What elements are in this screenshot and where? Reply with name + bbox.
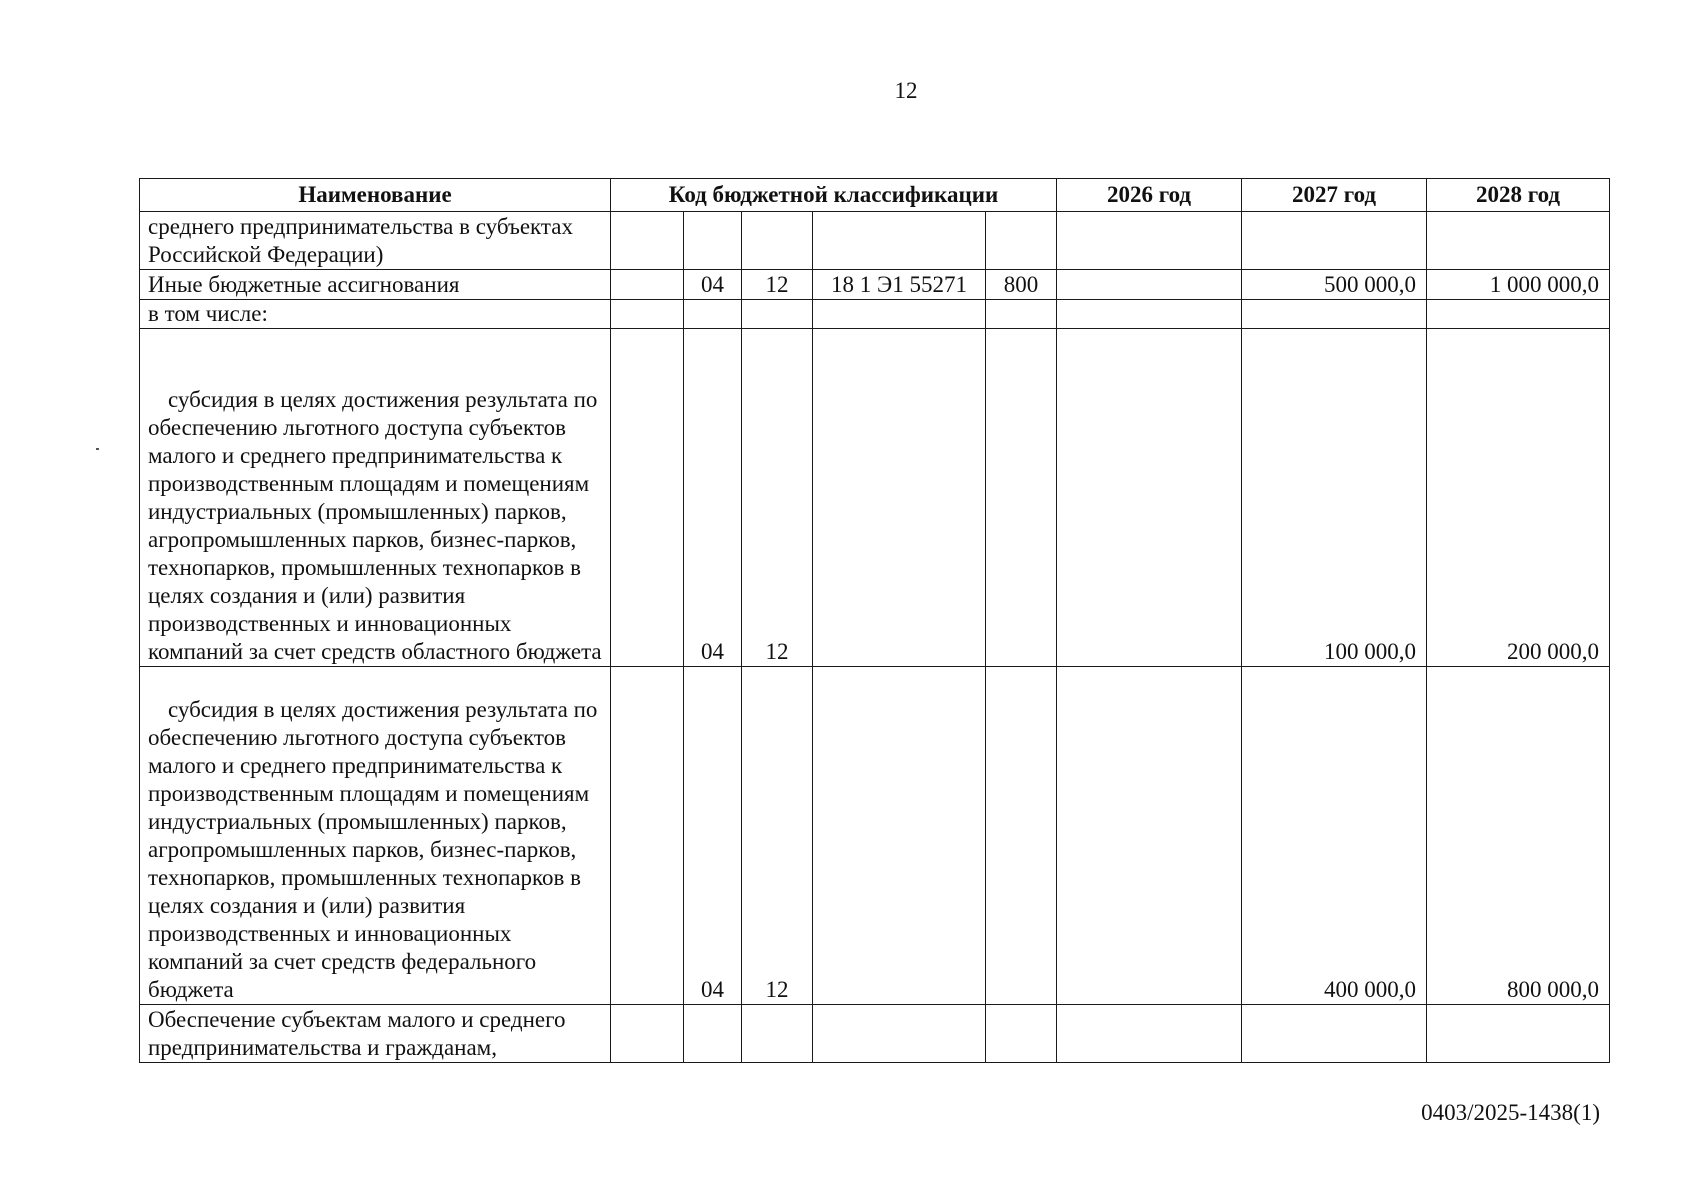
code-cell (611, 329, 684, 667)
code-cell (742, 300, 813, 329)
code-cell (742, 1005, 813, 1063)
header-code: Код бюджетной классификации (611, 179, 1057, 212)
value-2026 (1057, 212, 1242, 270)
code-cell (611, 667, 684, 1005)
code-cell (684, 212, 742, 270)
value-2027: 100 000,0 (1242, 329, 1427, 667)
row-name-text: субсидия в целях достижения результата по обеспечению льготного доступа субъектов малого и среднего предпринимательства к производственным площадям и помещениям индустриальных (промышленных) парков, агропромышленных парков, бизнес-парков, технопарков, промышленных технопарков в целях создания и (или) развития производственных и инновационных компаний за счет средств федерального бюджета (148, 697, 598, 1002)
value-2026 (1057, 1005, 1242, 1063)
code-cell (986, 300, 1057, 329)
code-cell (611, 270, 684, 300)
code-cell: 800 (986, 270, 1057, 300)
page-number: 12 (894, 78, 918, 103)
code-cell (986, 212, 1057, 270)
code-cell (611, 300, 684, 329)
header-2027: 2027 год (1242, 179, 1427, 212)
scan-speck (96, 448, 99, 450)
value-2027 (1242, 212, 1427, 270)
row-name: в том числе: (140, 300, 611, 329)
table-row (140, 300, 1610, 329)
row-name-text: субсидия в целях достижения результата по обеспечению льготного доступа субъектов малого и среднего предпринимательства к производственным площадям и помещениям индустриальных (промышленных) парков, агропромышленных парков, бизнес-парков, технопарков, промышленных технопарков в целях создания и (или) развития производственных и инновационных компаний за счет средств областного бюджета (148, 387, 602, 664)
table-row (140, 270, 1610, 300)
document-id: 0403/2025-1438(1) (1421, 1100, 1600, 1125)
code-cell (813, 212, 986, 270)
table-row (140, 212, 1610, 270)
table-header-row (140, 179, 1610, 212)
code-cell (813, 300, 986, 329)
code-cell: 04 (684, 329, 742, 667)
table-row (140, 667, 1610, 1005)
code-cell (986, 1005, 1057, 1063)
code-cell (986, 329, 1057, 667)
value-2028: 1 000 000,0 (1427, 270, 1610, 300)
value-2027 (1242, 1005, 1427, 1063)
code-cell (611, 1005, 684, 1063)
code-cell (684, 300, 742, 329)
code-cell: 12 (742, 329, 813, 667)
value-2028: 200 000,0 (1427, 329, 1610, 667)
code-cell (813, 667, 986, 1005)
value-2026 (1057, 300, 1242, 329)
code-cell (742, 212, 813, 270)
code-cell: 18 1 Э1 55271 (813, 270, 986, 300)
value-2026 (1057, 667, 1242, 1005)
value-2026 (1057, 329, 1242, 667)
code-cell: 12 (742, 270, 813, 300)
code-cell (813, 1005, 986, 1063)
header-2026: 2026 год (1057, 179, 1242, 212)
row-name: Обеспечение субъектам малого и среднего предпринимательства и гражданам, (140, 1005, 611, 1063)
code-cell (684, 1005, 742, 1063)
row-name: Иные бюджетные ассигнования (140, 270, 611, 300)
header-2028: 2028 год (1427, 179, 1610, 212)
value-2027 (1242, 300, 1427, 329)
table-row (140, 1005, 1610, 1063)
value-2027: 500 000,0 (1242, 270, 1427, 300)
value-2028 (1427, 1005, 1610, 1063)
value-2028: 800 000,0 (1427, 667, 1610, 1005)
value-2027: 400 000,0 (1242, 667, 1427, 1005)
code-cell (611, 212, 684, 270)
value-2026 (1057, 270, 1242, 300)
code-cell (986, 667, 1057, 1005)
code-cell (813, 329, 986, 667)
row-name: среднего предпринимательства в субъектах Российской Федерации) (140, 212, 611, 270)
header-name: Наименование (140, 179, 611, 212)
value-2028 (1427, 300, 1610, 329)
code-cell: 12 (742, 667, 813, 1005)
row-name (140, 329, 611, 667)
budget-table (139, 178, 1610, 1063)
table-row (140, 329, 1610, 667)
value-2028 (1427, 212, 1610, 270)
code-cell: 04 (684, 270, 742, 300)
code-cell: 04 (684, 667, 742, 1005)
row-name (140, 667, 611, 1005)
